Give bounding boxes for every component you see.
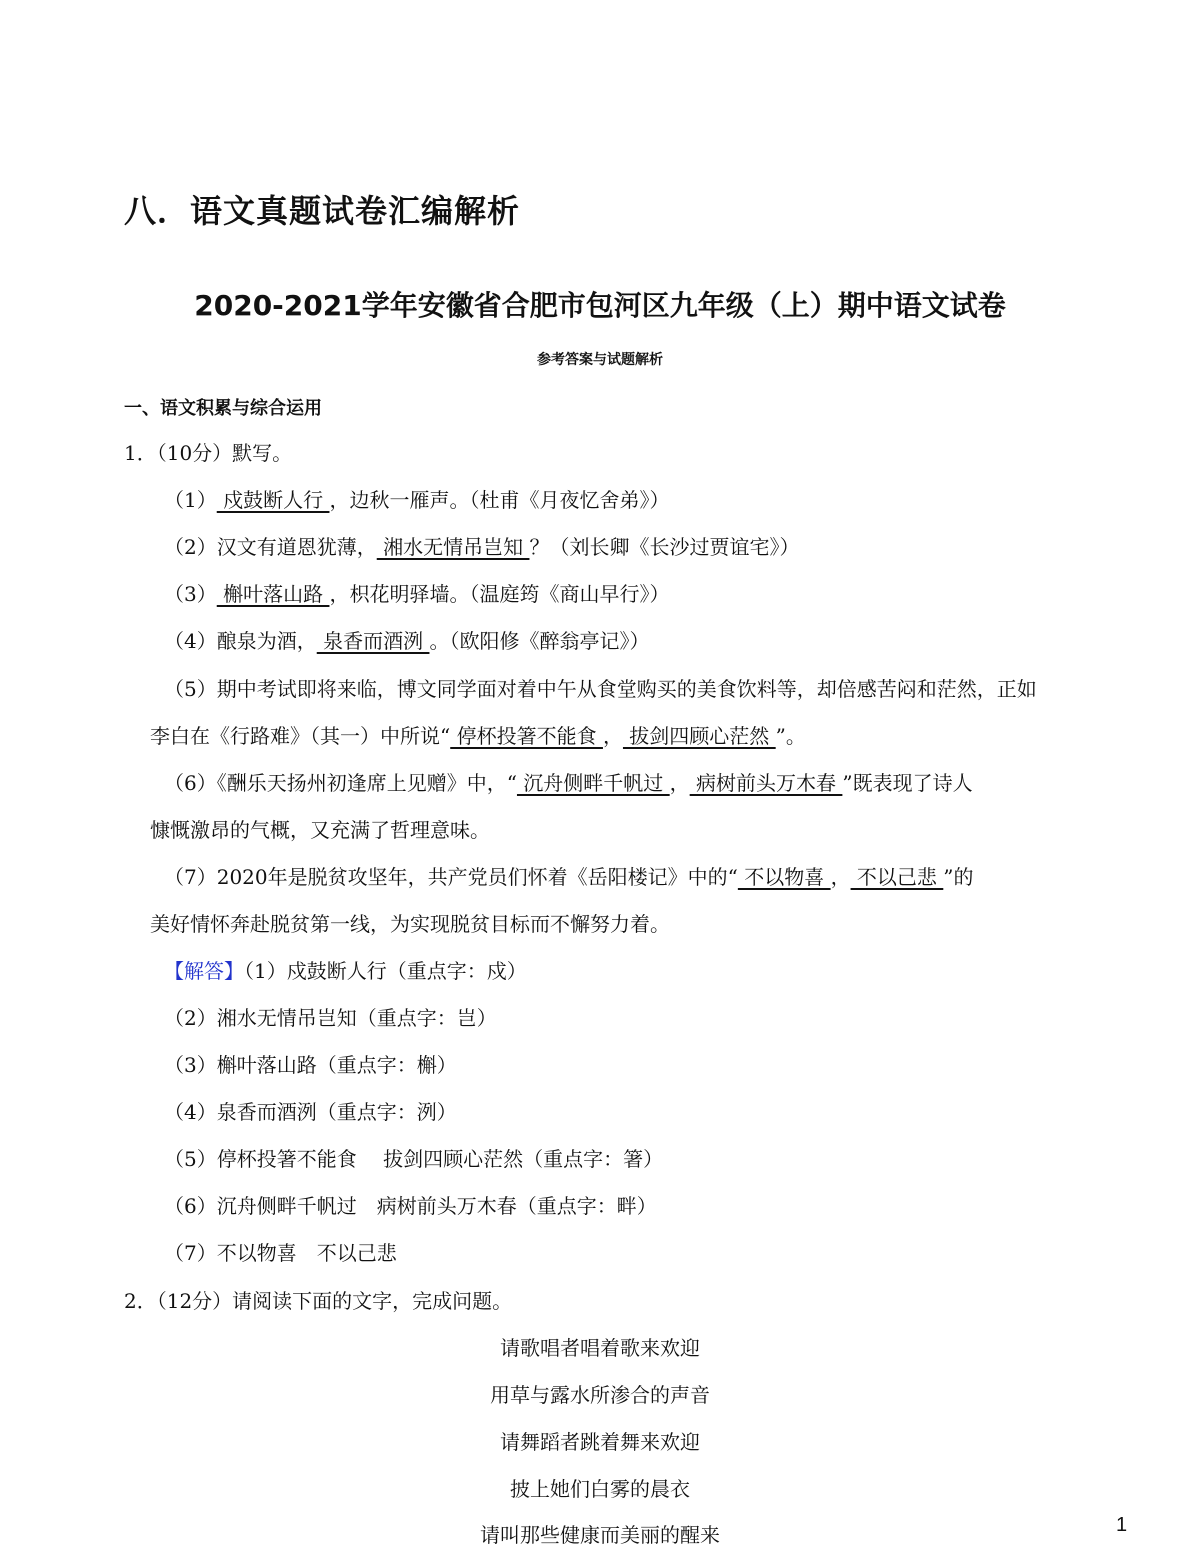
answer-tag: 【解答】 — [164, 959, 244, 983]
question-1-header: 1．（10分）默写。 — [124, 441, 293, 465]
q1-item-1: （1） 戍鼓断人行 ，边秋一雁声。（杜甫《月夜忆舍弟》） — [164, 488, 670, 512]
answer-blank: 泉香而酒洌 — [316, 629, 430, 653]
poem-line: 披上她们白雾的晨衣 — [510, 1477, 690, 1501]
answer-blank: 戍鼓断人行 — [216, 488, 330, 512]
q1-item-7-line-2: 美好情怀奔赴脱贫第一线，为实现脱贫目标而不懈努力着。 — [150, 912, 670, 936]
answer-blank: 湘水无情吊岂知 — [376, 535, 530, 559]
page-number: 1 — [1116, 1514, 1128, 1536]
answer-blank: 不以己悲 — [850, 865, 944, 889]
answer-line-6: （6）沉舟侧畔千帆过 病树前头万木春（重点字：畔） — [164, 1194, 657, 1218]
answer-line-4: （4）泉香而酒洌（重点字：洌） — [164, 1100, 457, 1124]
poem-line: 用草与露水所渗合的声音 — [490, 1383, 710, 1407]
answer-blank: 沉舟侧畔千帆过 — [516, 771, 670, 795]
answer-line-3: （3）槲叶落山路（重点字：槲） — [164, 1053, 457, 1077]
answer-blank: 停杯投箸不能食 — [450, 724, 603, 748]
exam-subtitle: 参考答案与试题解析 — [537, 352, 663, 368]
answer-line-1: 【解答】（1）戍鼓断人行（重点字：戍） — [164, 959, 527, 983]
poem-line: 请叫那些健康而美丽的醒来 — [480, 1523, 720, 1547]
answer-line-2: （2）湘水无情吊岂知（重点字：岂） — [164, 1006, 497, 1030]
answer-blank: 拔剑四顾心茫然 — [622, 724, 776, 748]
poem-line: 请歌唱者唱着歌来欢迎 — [500, 1336, 700, 1360]
q1-item-7-line-1: （7）2020年是脱贫攻坚年，共产党员们怀着《岳阳楼记》中的“ 不以物喜 ， 不以己悲 ”的 — [164, 865, 974, 889]
answer-blank: 槲叶落山路 — [216, 582, 330, 606]
section-heading: 八．语文真题试卷汇编解析 — [124, 192, 521, 230]
poem-line: 请舞蹈者跳着舞来欢迎 — [500, 1430, 700, 1454]
answer-blank: 不以物喜 — [737, 865, 831, 889]
exam-title: 2020-2021学年安徽省合肥市包河区九年级（上）期中语文试卷 — [194, 289, 1006, 322]
q1-item-5-line-1: （5）期中考试即将来临，博文同学面对着中午从食堂购买的美食饮料等，却倍感苦闷和茫然，正如 — [164, 677, 1037, 701]
part-heading: 一、语文积累与综合运用 — [124, 398, 322, 419]
answer-line-7: （7）不以物喜 不以己悲 — [164, 1241, 397, 1265]
q1-item-4: （4）酿泉为酒， 泉香而酒洌 。（欧阳修《醉翁亭记》） — [164, 629, 650, 653]
q1-item-5-line-2: 李白在《行路难》（其一）中所说“ 停杯投箸不能食 ， 拔剑四顾心茫然 ”。 — [150, 724, 806, 748]
q1-item-2: （2）汉文有道恩犹薄， 湘水无情吊岂知 ？（刘长卿《长沙过贾谊宅》） — [164, 535, 800, 559]
q1-item-6-line-1: （6）《酬乐天扬州初逢席上见赠》中，“ 沉舟侧畔千帆过 ， 病树前头万木春 ”既表现了诗人 — [164, 771, 973, 795]
question-2-header: 2．（12分）请阅读下面的文字，完成问题。 — [124, 1289, 513, 1313]
q1-item-3: （3） 槲叶落山路 ，枳花明驿墙。（温庭筠《商山早行》） — [164, 582, 670, 606]
q1-item-6-line-2: 慷慨激昂的气概，又充满了哲理意味。 — [150, 818, 490, 842]
answer-line-5: （5）停杯投箸不能食 拔剑四顾心茫然（重点字：箸） — [164, 1147, 664, 1171]
answer-blank: 病树前头万木春 — [689, 771, 843, 795]
